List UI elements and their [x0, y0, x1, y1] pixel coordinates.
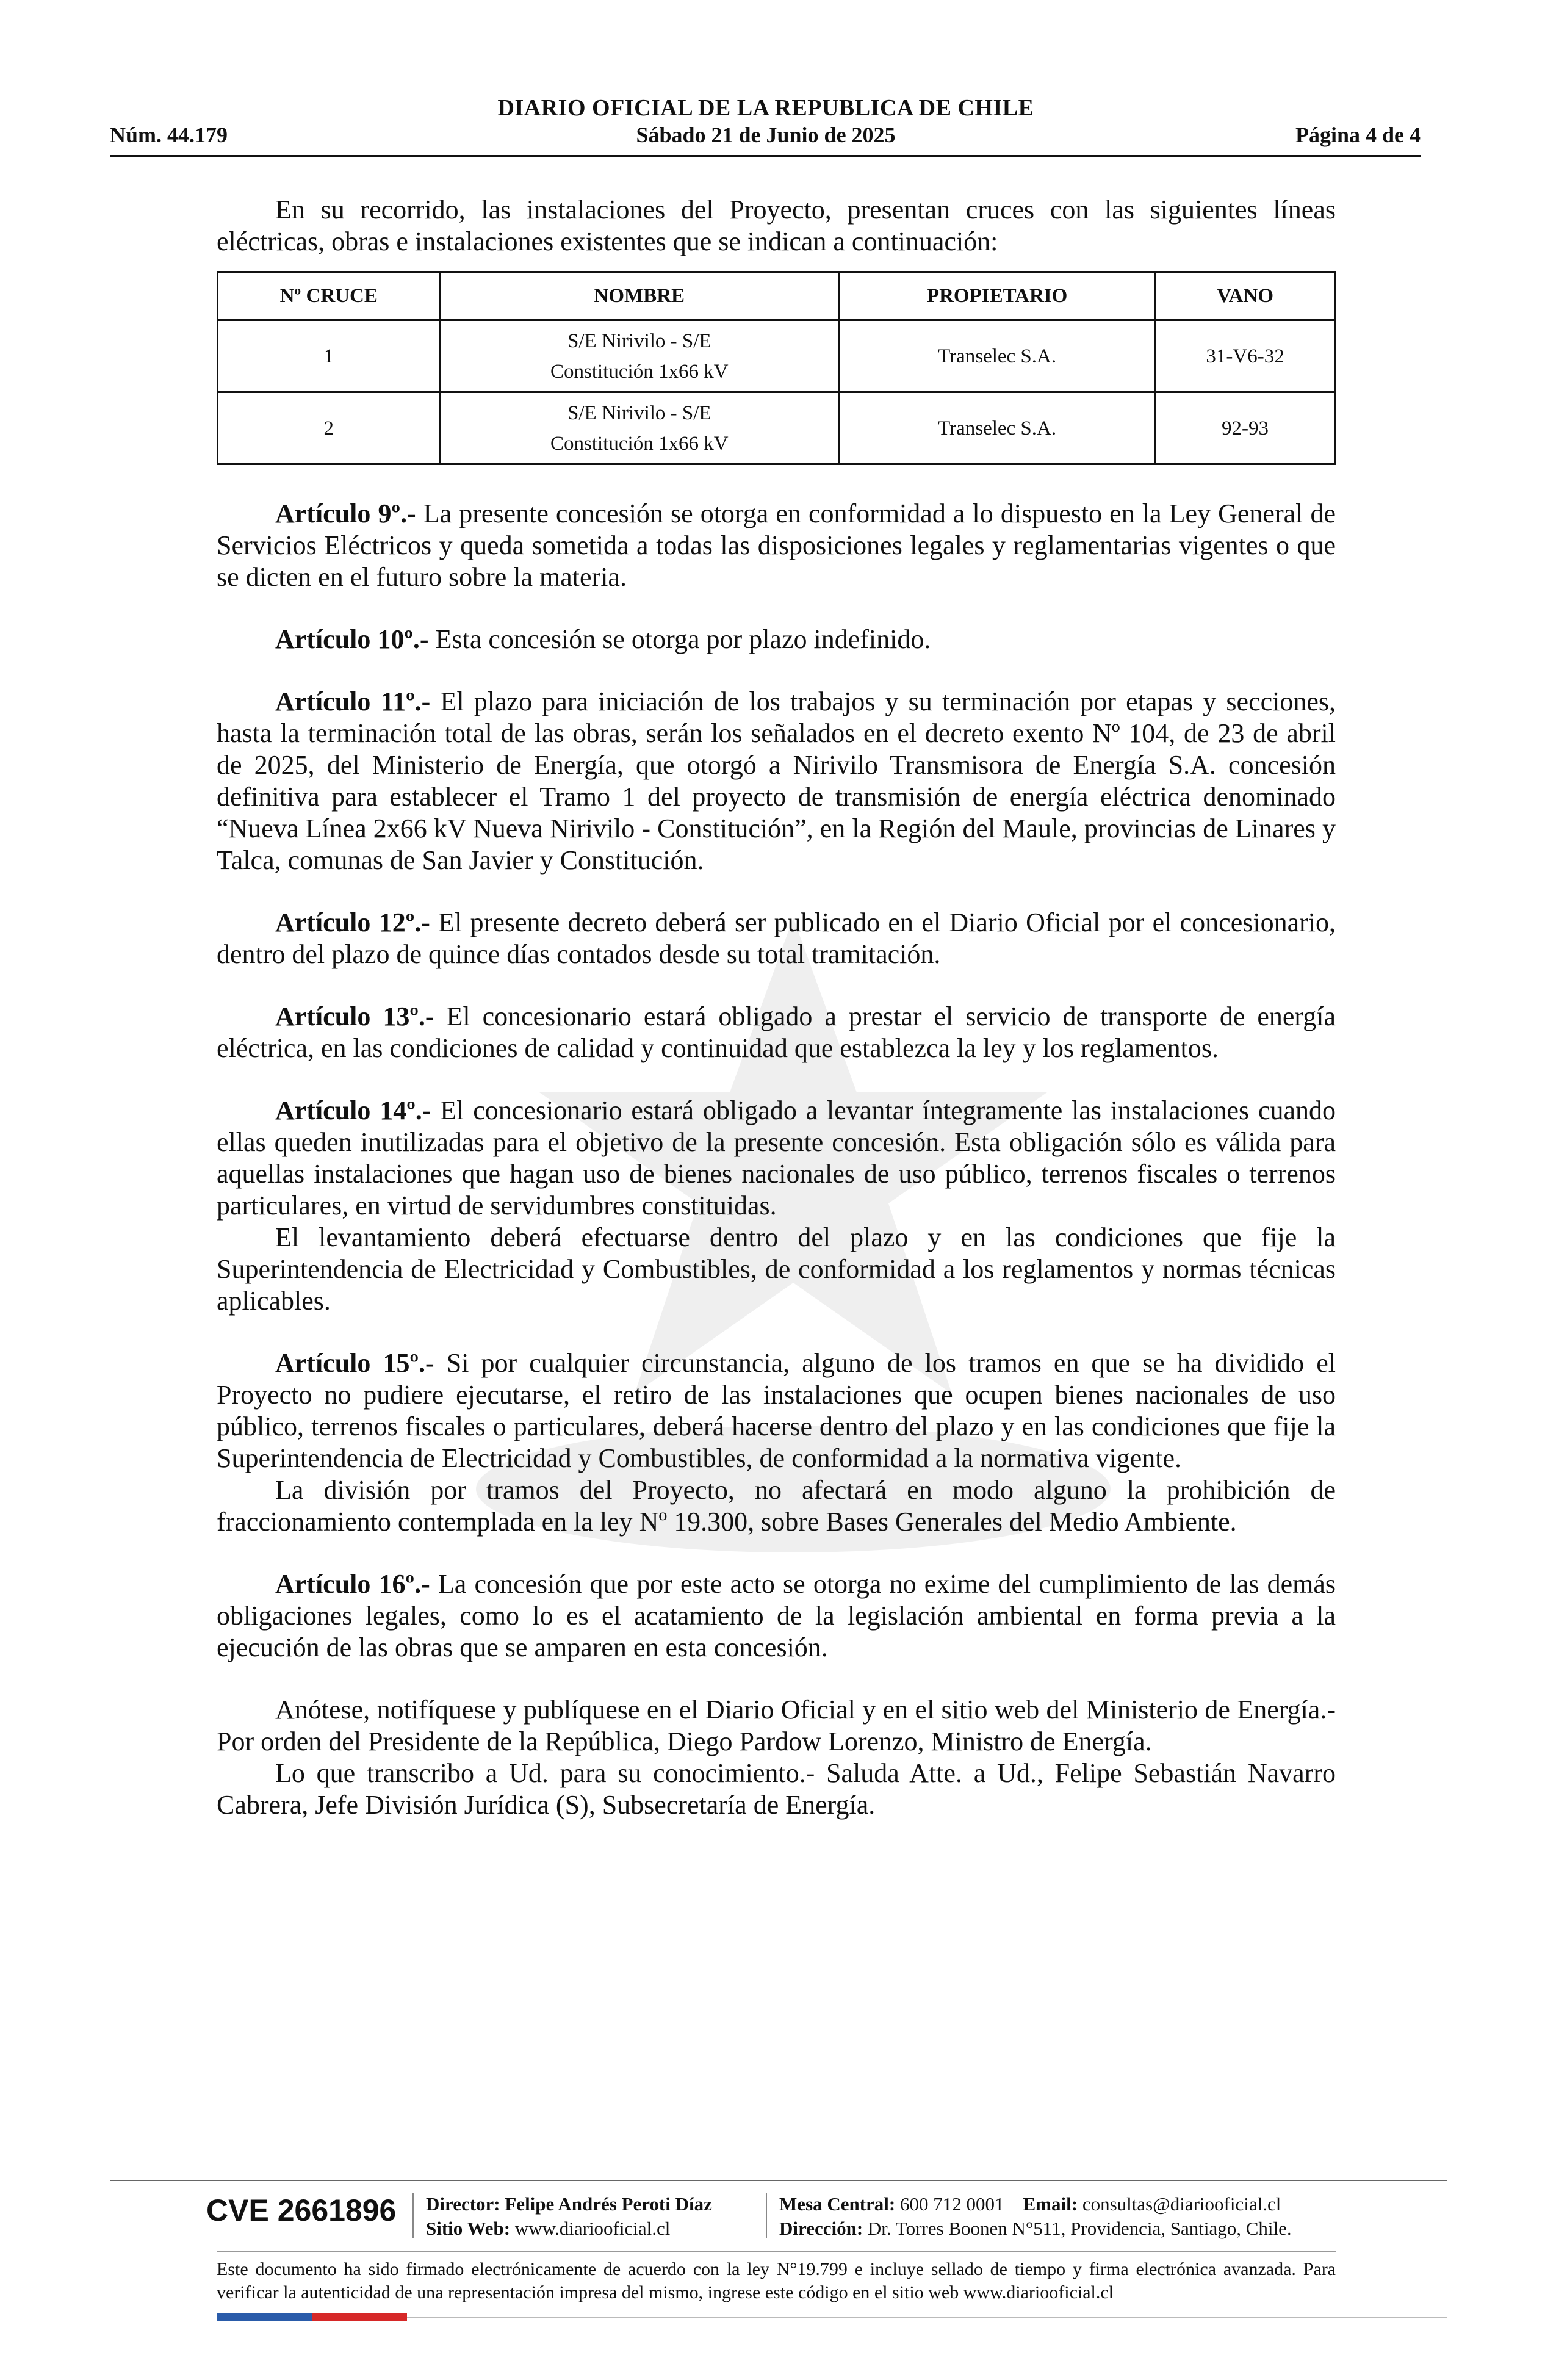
website-link[interactable]: www.diariooficial.cl: [514, 2218, 671, 2239]
cruce-span: 31-V6-32: [1156, 320, 1335, 392]
issue-date: Sábado 21 de Junio de 2025: [636, 123, 896, 147]
phone-number: 600 712 0001: [900, 2193, 1004, 2215]
article-15-continuation: La división por tramos del Proyecto, no afectará en modo alguno la prohibición de fraccionamiento contemplada en la ley Nº 19.300, sobre Bases Generales del Medio Ambiente.: [217, 1475, 1336, 1537]
page-number: Página 4 de 4: [1295, 123, 1421, 147]
director-name: Felipe Andrés Peroti Díaz: [505, 2193, 712, 2215]
footer-separator: [766, 2193, 767, 2238]
crossings-table: [217, 271, 1336, 465]
footer-divider: [217, 2251, 1336, 2252]
cve-code: CVE 2661896: [206, 2193, 397, 2227]
intro-paragraph: En su recorrido, las instalaciones del Proyecto, presentan cruces con las siguientes líneas eléctricas, obras e instalaciones existentes que se indican a continuación:: [217, 195, 1336, 256]
article-11: Artículo 11º.- El plazo para iniciación de los trabajos y su terminación por etapas y secciones, hasta la terminación total de las obras, serán los señalados en el decreto exento Nº 104, de 23 de abril de 2025, del Ministerio de Energía, que otorgó a Nirivilo Transmisora de Energía S.A. concesión definitiva para establecer el Tramo 1 del proyecto de transmisión de energía eléctrica denominado “Nueva Línea 2x66 kV Nueva Nirivilo - Constitución”, en la Región del Maule, provincias de Linares y Talca, comunas de San Javier y Constitución.: [217, 687, 1336, 875]
cruce-name: S/E Nirivilo - S/E Constitución 1x66 kV: [440, 392, 839, 464]
email-link[interactable]: consultas@diariooficial.cl: [1082, 2193, 1281, 2215]
table-row: [218, 392, 1335, 464]
table-header-cell: NOMBRE: [440, 272, 839, 320]
cruce-owner: Transelec S.A.: [839, 392, 1156, 464]
document-body: [217, 194, 1336, 1852]
article-9: Artículo 9º.- La presente concesión se otorga en conformidad a lo dispuesto en la Ley General de Servicios Eléctricos y queda sometida a todas las disposiciones legales y reglamentarias vigentes o que se dicten en el futuro sobre la materia.: [217, 499, 1336, 592]
closing-paragraph: Anótese, notifíquese y publíquese en el Diario Oficial y en el sitio web del Ministerio de Energía.- Por orden del Presidente de la República, Diego Pardow Lorenzo, Ministro de Energía.: [217, 1695, 1336, 1756]
footer-divider: [110, 2180, 1447, 2181]
article-15: Artículo 15º.- Si por cualquier circunstancia, alguno de los tramos en que se ha dividido el Proyecto no pudiere ejecutarse, el retiro de las instalaciones que ocupen bienes nacionales de uso público, terrenos fiscales o particulares, deberá hacerse dentro del plazo y en las condiciones que fije la Superintendencia de Electricidad y Combustibles, de conformidad a la normativa vigente.: [217, 1348, 1336, 1473]
article-16: Artículo 16º.- La concesión que por este acto se otorga no exime del cumplimiento de las demás obligaciones legales, como lo es el acatamiento de la legislación ambiental en forma previa a la ejecución de las obras que se amparen en esta concesión.: [217, 1569, 1336, 1662]
article-14: Artículo 14º.- El concesionario estará obligado a levantar íntegramente las instalaciones cuando ellas queden inutilizadas para el objetivo de la presente concesión. Esta obligación sólo es válida para aquellas instalaciones que hagan uso de bienes nacionales de uso público, terrenos fiscales o terrenos particulares, en virtud de servidumbres constituidas.: [217, 1095, 1336, 1221]
table-header-cell: PROPIETARIO: [839, 272, 1156, 320]
address: Dr. Torres Boonen N°511, Providencia, Santiago, Chile.: [867, 2218, 1292, 2239]
footer-separator: [412, 2193, 414, 2238]
table-header-cell: Nº CRUCE: [218, 272, 440, 320]
signature-paragraph: Lo que transcribo a Ud. para su conocimiento.- Saluda Atte. a Ud., Felipe Sebastián Navarro Cabrera, Jefe División Jurídica (S), Subsecretaría de Energía.: [217, 1758, 1336, 1820]
cruce-owner: Transelec S.A.: [839, 320, 1156, 392]
article-13: Artículo 13º.- El concesionario estará obligado a prestar el servicio de transporte de energía eléctrica, en las condiciones de calidad y continuidad que establezca la ley y los reglamentos.: [217, 1001, 1336, 1063]
footer-contact-block: Mesa Central: 600 712 0001 Email: consultas@diariooficial.cl Dirección: Dr. Torres Boonen N°511, Providencia, Santiago, Chile.: [779, 2193, 1292, 2239]
cruce-name: S/E Nirivilo - S/E Constitución 1x66 kV: [440, 320, 839, 392]
flag-blue-segment: [217, 2313, 312, 2321]
article-12: Artículo 12º.- El presente decreto deberá ser publicado en el Diario Oficial por el concesionario, dentro del plazo de quince días contados desde su total tramitación.: [217, 907, 1336, 969]
table-header-row: [218, 272, 1335, 320]
footer-director-block: Director: Felipe Andrés Peroti Díaz Sitio Web: www.diariooficial.cl: [426, 2193, 712, 2239]
article-10: Artículo 10º.- Esta concesión se otorga por plazo indefinido.: [275, 624, 931, 654]
footer-divider: [407, 2317, 1447, 2318]
cruce-number: 2: [218, 392, 440, 464]
article-14-continuation: El levantamiento deberá efectuarse dentro del plazo y en las condiciones que fije la Superintendencia de Electricidad y Combustibles, de conformidad a los reglamentos y normas técnicas aplicables.: [217, 1222, 1336, 1316]
cruce-span: 92-93: [1156, 392, 1335, 464]
flag-stripe: [217, 2313, 407, 2321]
legal-notice: Este documento ha sido firmado electrónicamente de acuerdo con la ley N°19.799 e incluye sellado de tiempo y firma electrónica avanzada. Para verificar la autenticidad de una representación impresa del mismo, ingrese este código en el sitio web www.diariooficial.cl: [217, 2259, 1336, 2302]
publication-title: DIARIO OFICIAL DE LA REPUBLICA DE CHILE: [497, 95, 1034, 121]
flag-red-segment: [312, 2313, 407, 2321]
table-header-cell: VANO: [1156, 272, 1335, 320]
table-row: [218, 320, 1335, 392]
header-divider: [110, 155, 1421, 157]
issue-number: Núm. 44.179: [110, 123, 228, 147]
cruce-number: 1: [218, 320, 440, 392]
